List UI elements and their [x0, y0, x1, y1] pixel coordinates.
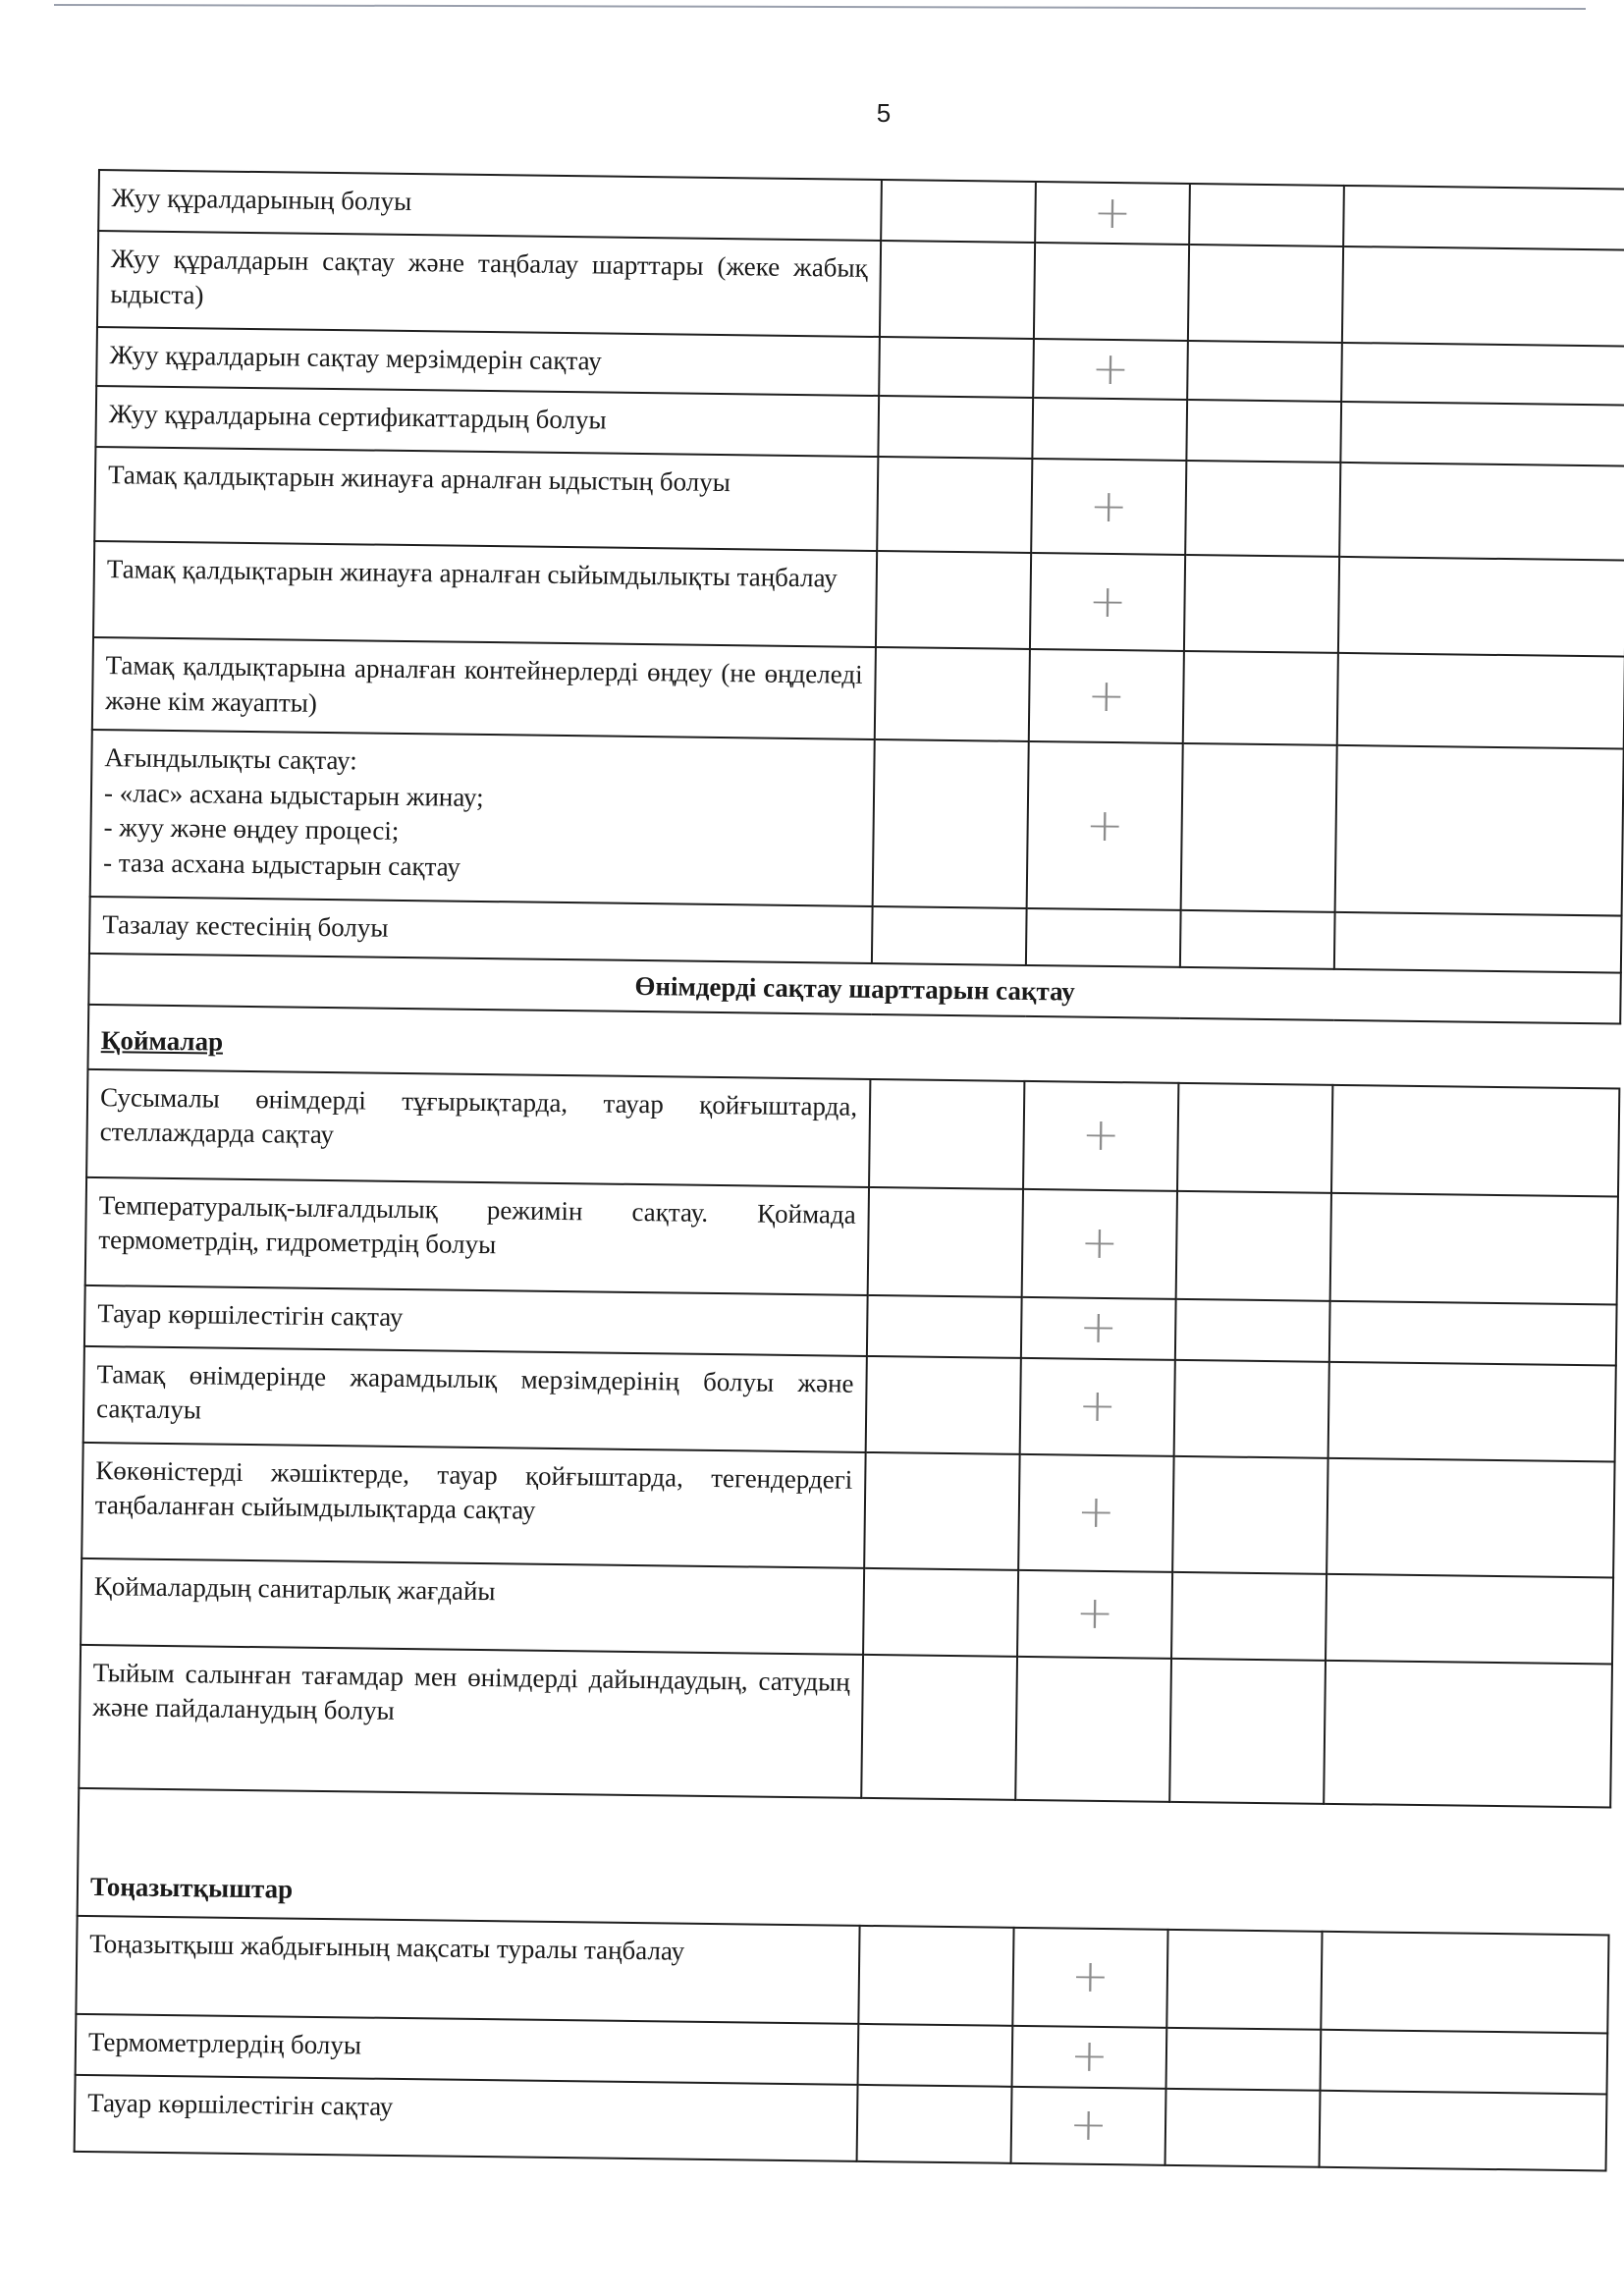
mark-cell-1 [869, 1079, 1024, 1189]
mark-cell-2 [1031, 459, 1186, 555]
checklist-document [74, 169, 1624, 2171]
mark-cell-4 [1339, 463, 1624, 561]
mark-cell-1 [868, 1187, 1023, 1297]
mark-cell-1 [873, 739, 1029, 908]
section-title: Өнімдерді сақтау шарттарын сақтау [88, 954, 1621, 1023]
mark-cell-1 [876, 551, 1031, 649]
mark-cell-4 [1329, 1300, 1617, 1365]
checklist-section-sanitation [89, 170, 1624, 973]
checklist-row [81, 1443, 1614, 1578]
section-storage-header [87, 954, 1620, 1088]
mark-cell-3 [1181, 743, 1337, 912]
mark-cell-4 [1334, 912, 1622, 973]
mark-cell-1 [872, 906, 1027, 965]
handwritten-plus-mark: + [1087, 668, 1126, 722]
row-label: Тоңазытқыш жабдығының мақсаты туралы таңбалау [76, 1915, 859, 2023]
checklist-row [86, 1069, 1619, 1197]
checklist-row [85, 1177, 1618, 1305]
mark-cell-2 [1012, 2025, 1167, 2088]
mark-cell-4 [1337, 653, 1624, 749]
handwritten-plus-mark: + [1085, 797, 1124, 851]
handwritten-plus-mark: + [1069, 2028, 1110, 2083]
mark-cell-1 [879, 337, 1034, 398]
mark-cell-3 [1183, 651, 1338, 745]
mark-cell-4 [1326, 1573, 1613, 1664]
mark-cell-1 [861, 1655, 1017, 1800]
mark-cell-1 [858, 1926, 1013, 2026]
row-label: Жуу құралдарына сертификаттардың болуы [95, 386, 879, 457]
mark-cell-1 [863, 1568, 1018, 1657]
mark-cell-2 [1026, 908, 1181, 967]
mark-cell-2 [1023, 1081, 1178, 1191]
mark-cell-2 [1029, 649, 1184, 743]
row-label: Тауар көршілестігін сақтау [84, 1285, 868, 1356]
mark-cell-4 [1331, 1084, 1619, 1196]
handwritten-plus-mark: + [1081, 1107, 1120, 1162]
row-label: Температуралық-ылғалдылық режимін сақтау. Қоймада термометрдің, гидрометрдің болуы [85, 1177, 869, 1295]
mark-cell-2 [1034, 243, 1189, 341]
mark-cell-3 [1187, 341, 1342, 402]
scan-top-edge-line [54, 4, 1586, 10]
row-label: Қоймалардың санитарлық жағдайы [81, 1558, 864, 1655]
mark-cell-3 [1180, 910, 1335, 969]
mark-cell-4 [1335, 745, 1624, 916]
row-label: Тамақ қалдықтарын жинауға арналған сыйымдылықты таңбалау [93, 541, 877, 647]
mark-cell-3 [1189, 184, 1344, 246]
row-label: Ағындылықты сақтау: - «лас» асхана ыдыстарын жинау; - жуу және өңдеу процесі; - таза асхана ыдыстарын сақтау [90, 730, 875, 906]
mark-cell-4 [1340, 402, 1624, 466]
mark-cell-1 [875, 647, 1030, 741]
mark-cell-2 [1011, 2086, 1166, 2164]
mark-cell-3 [1172, 1455, 1327, 1573]
checklist-table [74, 169, 1624, 2171]
mark-cell-2 [1012, 1927, 1167, 2027]
handwritten-plus-mark: + [1088, 574, 1127, 628]
mark-cell-2 [1027, 741, 1183, 910]
mark-cell-1 [866, 1356, 1021, 1454]
mark-cell-3 [1188, 245, 1343, 343]
handwritten-plus-mark: + [1080, 1215, 1119, 1270]
mark-cell-2 [1033, 339, 1188, 400]
row-label: Тамақ өнімдерінде жарамдылық мерзімдерінің болуы және сақталуы [83, 1346, 867, 1452]
mark-cell-3 [1177, 1083, 1332, 1193]
mark-cell-1 [878, 396, 1033, 459]
mark-cell-2 [1020, 1358, 1175, 1456]
checklist-row [79, 1645, 1612, 1808]
mark-cell-2 [1017, 1570, 1172, 1659]
mark-cell-3 [1169, 1658, 1326, 1803]
mark-cell-3 [1184, 555, 1339, 653]
handwritten-plus-mark: + [1070, 1948, 1110, 2003]
mark-cell-4 [1320, 2090, 1607, 2170]
checklist-row [76, 1915, 1608, 2033]
mark-cell-2 [1032, 398, 1187, 461]
mark-cell-4 [1321, 2029, 1608, 2094]
subsection-warehouses-title: Қоймалар [87, 1005, 1620, 1089]
mark-cell-1 [867, 1295, 1022, 1358]
mark-cell-1 [880, 241, 1035, 339]
mark-cell-1 [857, 2084, 1012, 2162]
mark-cell-3 [1176, 1191, 1331, 1301]
mark-cell-2 [1035, 182, 1190, 245]
mark-cell-2 [1021, 1297, 1176, 1360]
row-label: Тамақ қалдықтарын жинауға арналған ыдыстың болуы [94, 447, 878, 551]
handwritten-plus-mark: + [1091, 341, 1130, 395]
row-label: Термометрлердің болуы [76, 2013, 859, 2084]
mark-cell-1 [864, 1452, 1019, 1570]
row-label: Көкөністерді жәшіктерде, тауар қойғыштарда, тегендердегі таңбаланған сыйымдылықтарда сақтау [81, 1443, 865, 1568]
mark-cell-4 [1338, 557, 1624, 657]
mark-cell-4 [1342, 246, 1624, 347]
mark-cell-4 [1330, 1192, 1618, 1304]
mark-cell-3 [1186, 400, 1341, 463]
row-label: Жуу құралдарын сақтау және таңбалау шарттары (жеке жабық ыдыста) [97, 231, 881, 337]
subsection-fridges-title: Тоңазытқыштар [78, 1788, 1611, 1936]
checklist-section-fridges [75, 1915, 1609, 2170]
handwritten-plus-mark: + [1076, 1484, 1116, 1539]
mark-cell-3 [1174, 1360, 1329, 1458]
handwritten-plus-mark: + [1068, 2097, 1109, 2152]
section-fridges-header [78, 1788, 1611, 1936]
mark-cell-4 [1328, 1361, 1616, 1461]
mark-cell-4 [1343, 186, 1624, 250]
handwritten-plus-mark: + [1093, 185, 1132, 239]
page-number: 5 [876, 98, 892, 128]
mark-cell-4 [1341, 343, 1624, 406]
mark-cell-3 [1171, 1571, 1326, 1660]
mark-cell-3 [1175, 1299, 1330, 1362]
checklist-row [90, 730, 1624, 916]
mark-cell-2 [1015, 1657, 1171, 1802]
mark-cell-4 [1324, 1660, 1612, 1807]
mark-cell-1 [877, 457, 1032, 553]
row-label: Тамақ қалдықтарына арналған контейнерлерді өңдеу (не өңделеді және кім жауапты) [92, 637, 876, 739]
row-label: Тауар көршілестігін сақтау [75, 2074, 858, 2160]
mark-cell-2 [1018, 1454, 1173, 1572]
row-label: Сусымалы өнімдерді тұғырықтарда, тауар қойғыштарда, стеллаждарда сақтау [86, 1069, 870, 1187]
mark-cell-3 [1165, 2088, 1321, 2166]
handwritten-plus-mark: + [1078, 1378, 1117, 1433]
mark-cell-1 [881, 180, 1036, 243]
mark-cell-2 [1030, 553, 1185, 651]
mark-cell-3 [1166, 2027, 1322, 2090]
mark-cell-3 [1166, 1929, 1322, 2029]
checklist-section-warehouses [79, 1069, 1619, 1808]
row-label: Жуу құралдарының болуы [98, 170, 882, 241]
mark-cell-2 [1022, 1189, 1177, 1299]
row-label: Тазалау кестесінің болуы [89, 897, 873, 963]
row-label: Тыйым салынған тағамдар мен өнімдерді дайындаудың, сатудың және пайдаланудың болуы [79, 1645, 863, 1798]
mark-cell-3 [1185, 461, 1340, 557]
handwritten-plus-mark: + [1075, 1585, 1114, 1640]
mark-cell-1 [858, 2024, 1013, 2087]
mark-cell-4 [1326, 1457, 1614, 1577]
mark-cell-4 [1321, 1931, 1608, 2033]
handwritten-plus-mark: + [1079, 1299, 1118, 1354]
row-label: Жуу құралдарын сақтау мерзімдерін сақтау [96, 327, 880, 396]
handwritten-plus-mark: + [1089, 478, 1128, 532]
